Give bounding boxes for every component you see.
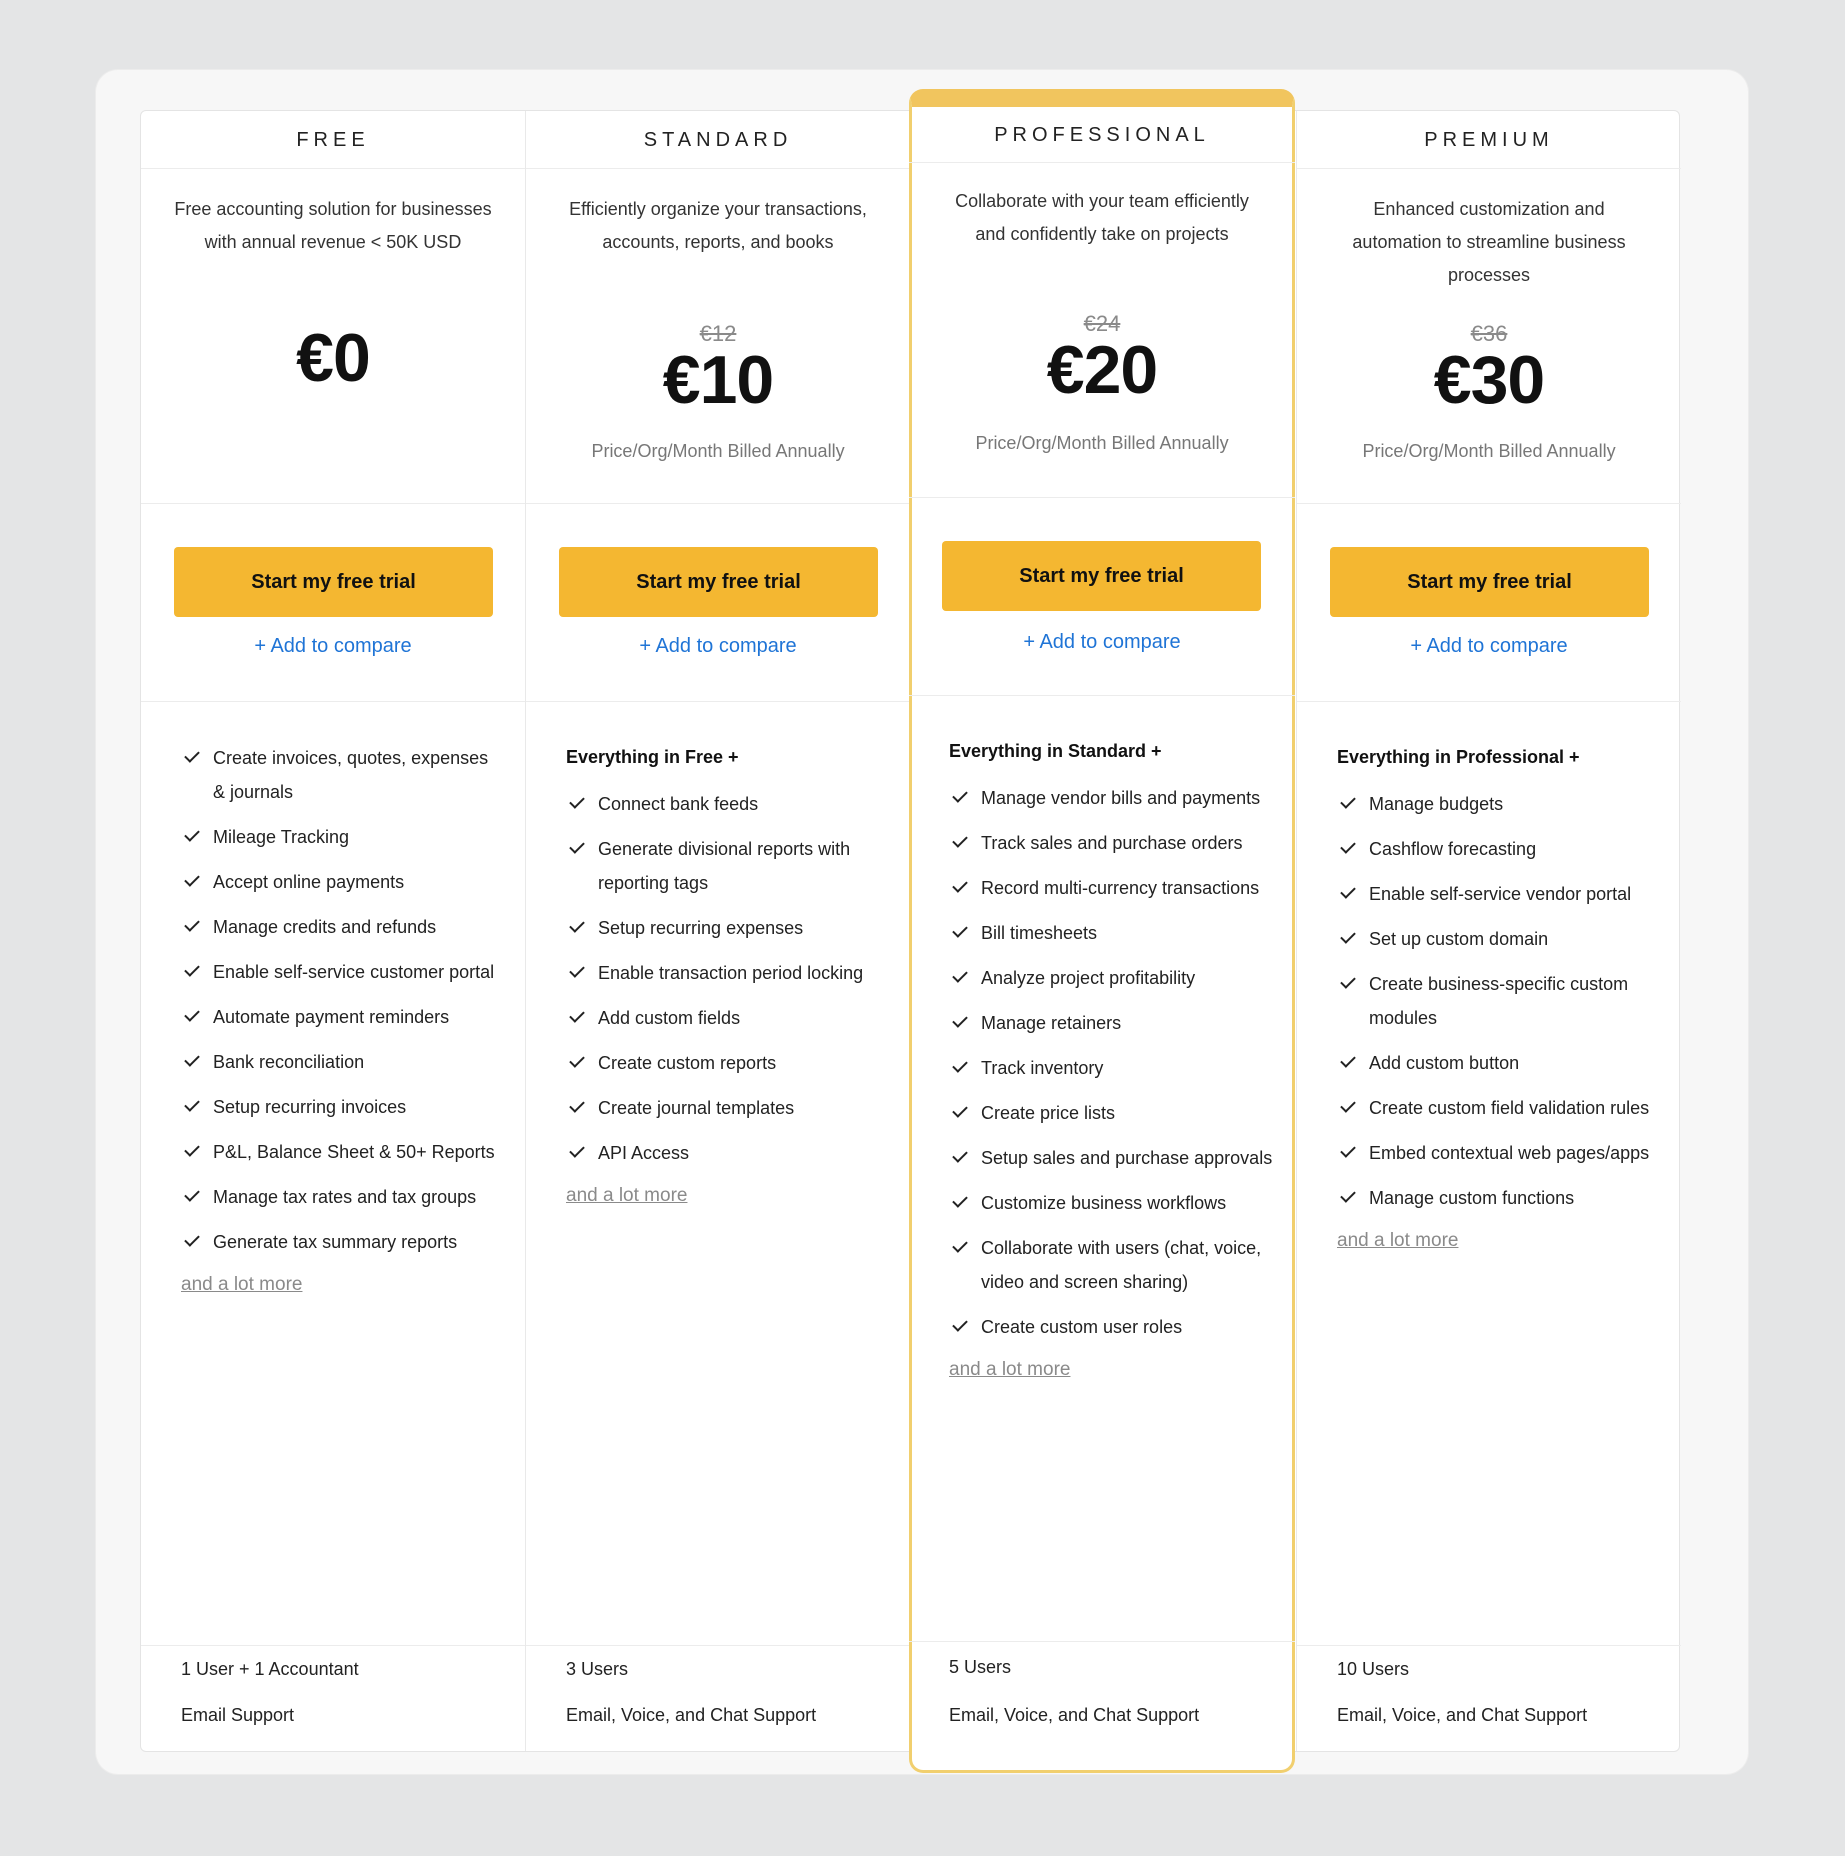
check-icon [949,1310,981,1344]
check-icon [181,820,213,854]
feature-item [181,741,505,809]
feature-label: Cashflow forecasting [1369,839,1537,859]
check-icon [949,871,981,905]
feature-list [1337,741,1661,1252]
plan-price: €20 [1046,332,1158,408]
feature-list [181,741,505,1296]
user-count: 5 Users [949,1657,1012,1677]
feature-item [949,1186,1275,1220]
feature-label: Create invoices, quotes, expenses & journals [213,748,489,802]
billing-note: Price/Org/Month Billed Annually [591,441,845,461]
divider [526,503,910,504]
check-icon [1337,967,1369,1001]
check-icon [181,955,213,989]
check-icon [1337,1136,1369,1170]
and-a-lot-more-link[interactable]: and a lot more [1337,1230,1459,1251]
check-icon [566,1091,598,1125]
feature-label: Manage budgets [1369,794,1504,814]
feature-list [566,741,890,1207]
feature-label: Setup recurring invoices [213,1097,407,1117]
divider [1297,1645,1681,1646]
divider [1297,701,1681,702]
check-icon [949,781,981,815]
user-count: 3 Users [566,1659,629,1679]
check-icon [566,911,598,945]
billing-note: Price/Org/Month Billed Annually [975,433,1229,453]
feature-label: Create price lists [981,1103,1116,1123]
feature-label: Accept online payments [213,872,405,892]
check-icon [181,910,213,944]
feature-label: Create custom reports [598,1053,777,1073]
feature-label: Record multi-currency transactions [981,878,1260,898]
and-a-lot-more-link[interactable]: and a lot more [949,1359,1071,1380]
check-icon [1337,877,1369,911]
feature-label: Manage tax rates and tax groups [213,1187,477,1207]
feature-label: Add custom fields [598,1008,741,1028]
feature-item [566,911,890,945]
feature-label: Create custom field validation rules [1369,1098,1650,1118]
check-icon [949,826,981,860]
feature-item [949,781,1275,815]
feature-item [566,787,890,821]
add-to-compare-link[interactable]: + Add to compare [639,635,797,657]
check-icon [949,1141,981,1175]
plan-price: €10 [662,342,774,418]
feature-label: Setup recurring expenses [598,918,804,938]
feature-item [1337,832,1661,866]
divider [141,1645,525,1646]
check-icon [566,956,598,990]
plan-description: Enhanced customization and automation to streamline business processes [1352,199,1626,285]
feature-item [181,1000,505,1034]
check-icon [566,787,598,821]
feature-item [181,820,505,854]
feature-label: Generate divisional reports with reporting tags [598,839,851,893]
check-icon [181,1180,213,1214]
features-heading: Everything in Professional + [1337,747,1580,767]
feature-item [566,1091,890,1125]
feature-item [181,1180,505,1214]
feature-item [566,1046,890,1080]
feature-item [949,1096,1275,1130]
check-icon [1337,922,1369,956]
start-free-trial-button[interactable]: Start my free trial [1330,547,1649,617]
check-icon [1337,832,1369,866]
check-icon [1337,1046,1369,1080]
feature-item [949,826,1275,860]
start-free-trial-button[interactable]: Start my free trial [174,547,493,617]
support-level: Email, Voice, and Chat Support [949,1705,1200,1725]
feature-label: Manage retainers [981,1013,1122,1033]
feature-item [181,910,505,944]
feature-item [949,961,1275,995]
feature-label: Add custom button [1369,1053,1520,1073]
feature-label: Enable self-service customer portal [213,962,495,982]
check-icon [1337,787,1369,821]
billing-note: Price/Org/Month Billed Annually [1362,441,1616,461]
old-price: €12 [699,321,737,346]
check-icon [1337,1091,1369,1125]
feature-item [181,1045,505,1079]
plan-description: Free accounting solution for businesses with annual revenue < 50K USD [174,199,492,252]
support-level: Email, Voice, and Chat Support [566,1705,817,1725]
start-free-trial-button[interactable]: Start my free trial [559,547,878,617]
features-heading: Everything in Free + [566,747,739,767]
support-level: Email Support [181,1705,295,1725]
feature-item [181,865,505,899]
feature-label: Create business-specific custom modules [1369,974,1629,1028]
feature-item [949,1141,1275,1175]
add-to-compare-link[interactable]: + Add to compare [1023,631,1181,653]
feature-label: Setup sales and purchase approvals [981,1148,1273,1168]
feature-item [949,1051,1275,1085]
divider [141,503,525,504]
user-count: 1 User + 1 Accountant [181,1659,359,1679]
feature-item [181,1225,505,1259]
feature-item [1337,1136,1661,1170]
divider [909,695,1295,696]
feature-item [181,1135,505,1169]
check-icon [949,916,981,950]
plan-column-standard [526,111,911,1751]
plan-description: Collaborate with your team efficiently and confidently take on projects [955,191,1249,244]
feature-label: Enable self-service vendor portal [1369,884,1632,904]
feature-label: Enable transaction period locking [598,963,864,983]
check-icon [949,1006,981,1040]
plan-column-free [141,111,526,1751]
feature-item [566,1136,890,1170]
add-to-compare-link[interactable]: + Add to compare [254,635,412,657]
feature-label: Bill timesheets [981,923,1098,943]
feature-item [1337,922,1661,956]
feature-item [949,1006,1275,1040]
feature-item [949,916,1275,950]
old-price: €24 [1083,311,1121,336]
divider [909,497,1295,498]
check-icon [181,1135,213,1169]
plan-name: FREE [141,111,525,169]
start-free-trial-button[interactable]: Start my free trial [942,541,1261,611]
plan-name: STANDARD [526,111,910,169]
feature-label: Bank reconciliation [213,1052,365,1072]
feature-label: Create journal templates [598,1098,795,1118]
feature-label: Generate tax summary reports [213,1232,458,1252]
feature-item [949,1310,1275,1344]
user-count: 10 Users [1337,1659,1410,1679]
feature-label: Analyze project profitability [981,968,1196,988]
feature-item [566,1001,890,1035]
plan-column-premium [1296,111,1681,1751]
plan-price: €30 [1433,342,1545,418]
check-icon [181,741,213,775]
check-icon [181,1045,213,1079]
check-icon [566,1136,598,1170]
feature-list [949,735,1275,1381]
and-a-lot-more-link[interactable]: and a lot more [181,1274,303,1295]
divider [526,1645,910,1646]
check-icon [566,1046,598,1080]
plan-price: €0 [296,320,370,396]
feature-label: Track inventory [981,1058,1104,1078]
check-icon [566,1001,598,1035]
plan-professional-inner [909,89,1295,1773]
feature-label: Track sales and purchase orders [981,833,1243,853]
and-a-lot-more-link[interactable]: and a lot more [566,1185,688,1206]
feature-item [566,956,890,990]
feature-label: API Access [598,1143,690,1163]
check-icon [181,1225,213,1259]
plan-name: PREMIUM [1297,111,1681,169]
feature-item [1337,1046,1661,1080]
check-icon [949,1051,981,1085]
check-icon [949,1231,981,1265]
feature-item [1337,967,1661,1035]
check-icon [181,865,213,899]
check-icon [949,961,981,995]
divider [526,701,910,702]
feature-label: Manage custom functions [1369,1188,1575,1208]
feature-item [949,871,1275,905]
feature-item [949,1231,1275,1299]
add-to-compare-link[interactable]: + Add to compare [1410,635,1568,657]
feature-label: Set up custom domain [1369,929,1549,949]
feature-item [181,955,505,989]
feature-item [1337,1091,1661,1125]
old-price: €36 [1470,321,1508,346]
plan-name: PROFESSIONAL [909,107,1295,163]
feature-label: Automate payment reminders [213,1007,450,1027]
feature-label: Customize business workflows [981,1193,1227,1213]
feature-item [1337,877,1661,911]
check-icon [566,832,598,866]
feature-label: Collaborate with users (chat, voice, video and screen sharing) [981,1238,1262,1292]
plan-description: Efficiently organize your transactions, accounts, reports, and books [569,199,867,252]
feature-item [566,832,890,900]
check-icon [181,1000,213,1034]
check-icon [949,1096,981,1130]
feature-label: Embed contextual web pages/apps [1369,1143,1650,1163]
feature-label: Manage credits and refunds [213,917,437,937]
feature-label: Mileage Tracking [213,827,350,847]
feature-item [181,1090,505,1124]
check-icon [181,1090,213,1124]
check-icon [949,1186,981,1220]
divider [141,701,525,702]
divider [909,1641,1295,1642]
divider [1297,503,1681,504]
feature-label: Create custom user roles [981,1317,1183,1337]
feature-item [1337,787,1661,821]
check-icon [1337,1181,1369,1215]
plan-column-professional [909,89,1295,1773]
features-heading: Everything in Standard + [949,741,1162,761]
feature-label: Connect bank feeds [598,794,759,814]
support-level: Email, Voice, and Chat Support [1337,1705,1588,1725]
feature-item [1337,1181,1661,1215]
feature-label: Manage vendor bills and payments [981,788,1261,808]
feature-label: P&L, Balance Sheet & 50+ Reports [213,1142,495,1162]
